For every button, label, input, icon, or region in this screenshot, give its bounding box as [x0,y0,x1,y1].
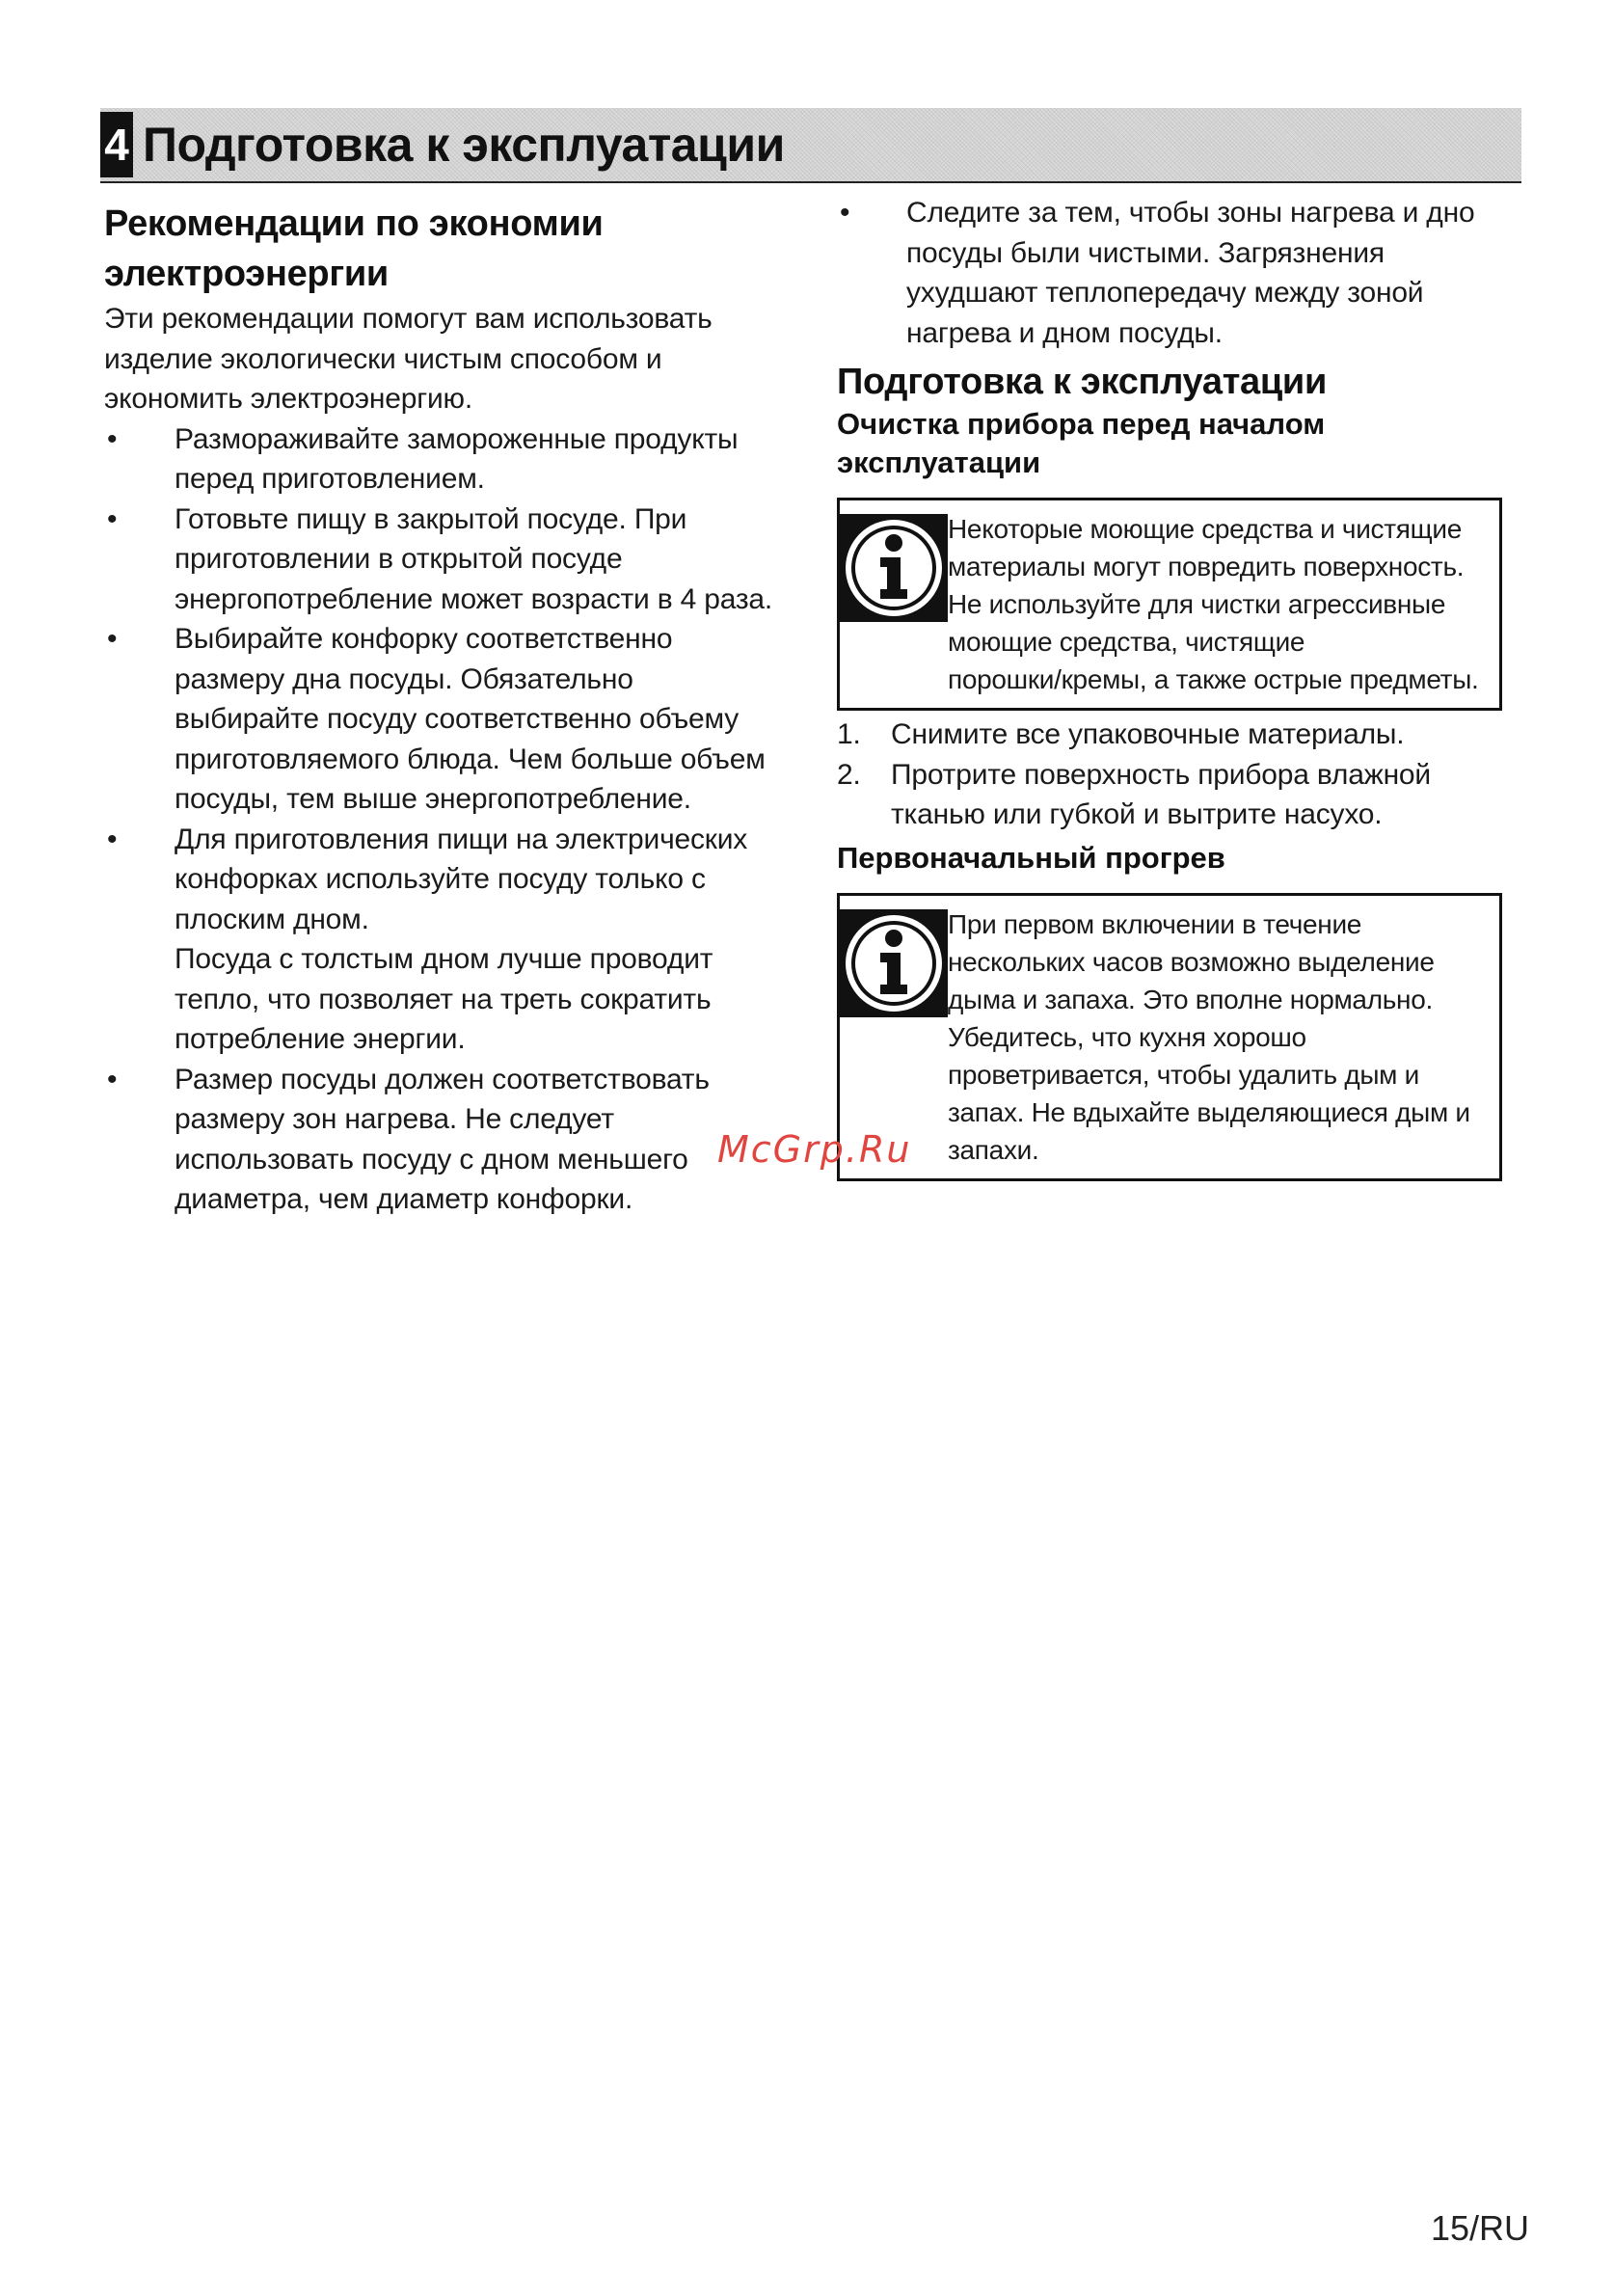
energy-heading [104,199,798,299]
list-item: • Для приготовления пищи на электрических конфорках используйте посуду только с плоским дном. Посуда с толстым дном лучше проводит тепло, что позволяет на треть сократить потребление энергии. [104,820,798,1060]
energy-intro: Эти рекомендации помогут вам использовать изделие экологически чистым способом и экономить электроэнергию. [104,303,713,415]
bullet-mark: • [107,823,118,855]
bullet-mark: • [107,502,118,535]
chapter-header [100,108,1521,183]
cleaning-info-note [837,498,1502,711]
energy-heading-line-2: электроэнергии [104,254,389,294]
list-item: 1. Снимите все упаковочные материалы. [837,715,1502,755]
bullet-mark: • [107,623,118,655]
list-item: • Готовьте пищу в закрытой посуде. При приготовлении в открытой посуде энергопотребление может возрасти в 4 раза. [104,500,798,620]
left-column [104,199,798,1220]
watermark: McGrp.Ru [717,1128,912,1171]
preparation-heading: Подготовка к эксплуатации [837,362,1328,402]
bullet-mark: • [107,422,118,455]
list-item: • Размораживайте замороженные продукты перед приготовлением. [104,419,798,500]
bullet-mark: • [840,197,850,229]
list-item: • Размер посуды должен соответствовать размеру зон нагрева. Не следует использовать посуду с дном меньшего диаметра, чем диаметр конфорки. [104,1060,798,1220]
page-number: 15/RU [1431,2208,1530,2248]
chapter-title: Подготовка к эксплуатации [143,118,785,172]
cleaning-subheading: Очистка прибора перед началом эксплуатации [837,407,1326,479]
cleaning-steps [837,715,1502,835]
bullet-mark: • [107,1063,118,1095]
step-number: 2. [837,758,861,791]
cleaning-note-text: Некоторые моющие средства и чистящие материалы могут повредить поверхность. Не используйте для чистки агрессивные моющие средства, чистящие порошки/кремы, а также острые предметы. [948,514,1479,694]
list-item: 2. Протрите поверхность прибора влажной тканью или губкой и вытрите насухо. [837,755,1502,835]
chapter-number: 4 [100,112,133,177]
energy-tips-list [104,419,798,1220]
first-heating-info-note [837,893,1502,1181]
first-heating-note-text: При первом включении в течение нескольких часов возможно выделение дыма и запаха. Это вполне нормально. Убедитесь, что кухня хорошо проветривается, чтобы удалить дым и запах. Не вдыхайте выделяющиеся дым и запахи. [948,908,1470,1165]
right-column [837,193,1502,1181]
energy-tips-list-continued [837,193,1502,353]
list-item: • Выбирайте конфорку соответственно размеру дна посуды. Обязательно выбирайте посуду соответственно объему приготовляемого блюда. Чем больше объем посуды, тем выше энергопотребление. [104,619,798,820]
step-number: 1. [837,718,861,750]
energy-heading-line-1: Рекомендации по экономии [104,203,604,244]
list-item: • Следите за тем, чтобы зоны нагрева и дно посуды были чистыми. Загрязнения ухудшают теплопередачу между зоной нагрева и дном посуды. [837,193,1502,353]
info-icon [840,909,948,1017]
info-icon [840,514,948,622]
first-heating-subheading: Первоначальный прогрев [837,840,1225,875]
